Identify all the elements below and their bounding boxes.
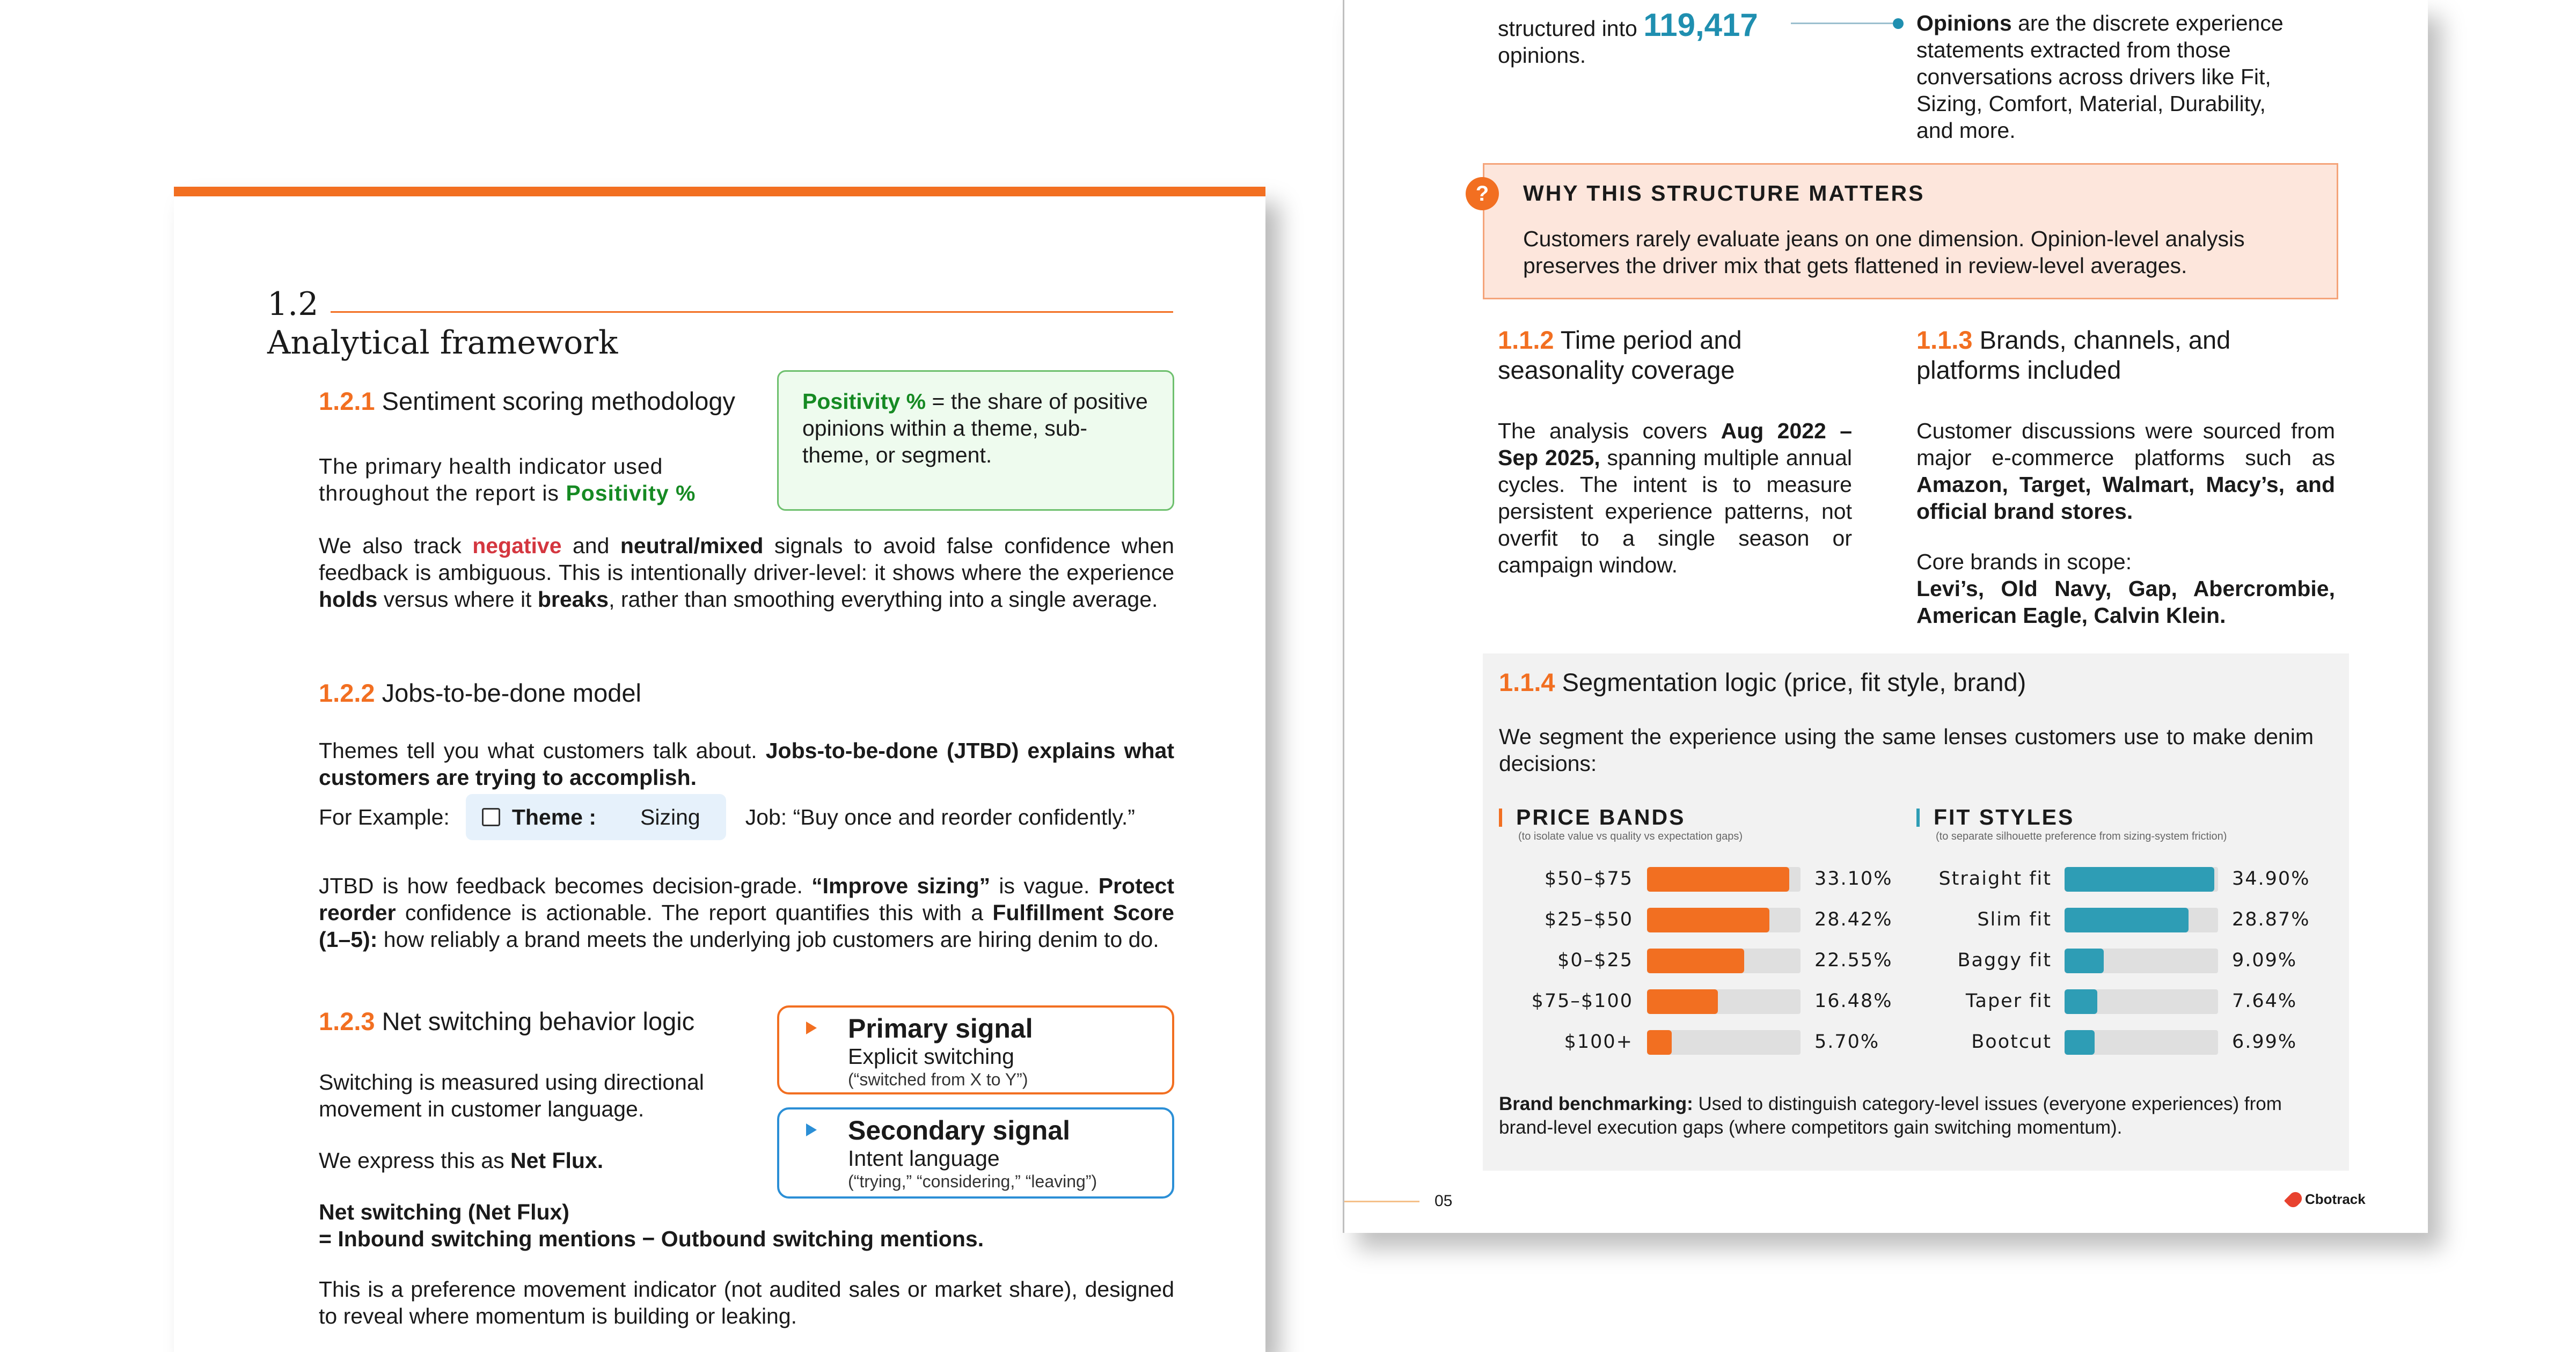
bar-label: $50–$75 xyxy=(1544,868,1633,890)
accent-bar xyxy=(1499,809,1502,827)
bar-label: $25–$50 xyxy=(1544,909,1633,930)
bar-value: 6.99% xyxy=(2232,1031,2297,1053)
sentiment-intro: The primary health indicator used throughout the report is Positivity % xyxy=(319,454,696,505)
heading-1-2-1: 1.2.1 Sentiment scoring methodology xyxy=(319,387,735,415)
example-label: For Example: xyxy=(319,804,450,829)
bar-value: 22.55% xyxy=(1814,950,1893,971)
right-page xyxy=(1343,0,2428,1233)
sentiment-paragraph: We also track negative and neutral/mixed signals to avoid false confidence when feedback is ambiguous. This is intentionally driver-level: it shows where the experience holds versus where it breaks, rather than smoothing everything into a single average. xyxy=(319,533,1174,612)
jtbd-paragraph-1: Themes tell you what customers talk about. Jobs-to-be-done (JTBD) explains what customers are trying to accomplish. xyxy=(319,738,1174,790)
net-flux-formula: Net switching (Net Flux) = Inbound switching mentions − Outbound switching mentions. xyxy=(319,1200,984,1251)
switching-paragraph-2: We express this as Net Flux. xyxy=(319,1148,604,1173)
logo-icon xyxy=(2284,1189,2304,1209)
bar-value: 33.10% xyxy=(1814,868,1893,890)
example-row xyxy=(319,794,1135,840)
section-title: Analytical framework xyxy=(267,324,618,362)
bar xyxy=(2065,989,2097,1014)
section-number: 1.2 xyxy=(267,285,319,323)
connector-line xyxy=(1791,23,1893,24)
footer-logo: Cbotrack xyxy=(2288,1191,2366,1208)
bar xyxy=(2065,1030,2095,1055)
brand-benchmarking-note: Brand benchmarking: Used to distinguish category-level issues (everyone experiences) from brand-level execution gaps (where competitors gain switching momentum). xyxy=(1499,1093,2282,1138)
bar-label: Baggy fit xyxy=(1957,950,2052,971)
positivity-definition-box: Positivity % = the share of positive opinions within a theme, sub-theme, or segment. xyxy=(777,370,1174,511)
bar xyxy=(1647,989,1718,1014)
connector-dot xyxy=(1893,18,1904,29)
bar xyxy=(1647,949,1744,973)
accent-bar xyxy=(1916,809,1920,827)
jtbd-paragraph-2: JTBD is how feedback becomes decision-grade. “Improve sizing” is vague. Protect reorder confidence is actionable. The report quantifies this with a Fulfillment Score (1–5): how reliably a brand meets the underlying job customers are hiring denim to do. xyxy=(319,873,1174,952)
segmentation-panel xyxy=(1483,653,2349,1171)
footer-line xyxy=(1344,1201,1419,1202)
heading-1-1-4: 1.1.4 Segmentation logic (price, fit style, brand) xyxy=(1499,668,2026,696)
bar xyxy=(1647,908,1769,932)
primary-signal-box: Primary signal Explicit switching (“switched from X to Y”) xyxy=(777,1005,1174,1094)
bar-label: Bootcut xyxy=(1971,1031,2052,1053)
theme-chip xyxy=(466,794,726,840)
opinions-count-text: structured into 119,417 opinions. xyxy=(1498,7,1758,68)
section-rule xyxy=(331,311,1173,313)
heading-1-1-3: 1.1.3 Brands, channels, and platforms included xyxy=(1916,326,2231,384)
segmentation-intro: We segment the experience using the same lenses customers use to make denim decisions: xyxy=(1499,724,2314,776)
heading-1-1-2: 1.1.2 Time period and seasonality coverage xyxy=(1498,326,1742,384)
opinions-definition: Opinions are the discrete experience statements extracted from those conversations across drivers like Fit, Sizing, Comfort, Material, Durability, and more. xyxy=(1916,11,2284,143)
bar-label: Taper fit xyxy=(1965,990,2052,1012)
channels-paragraph: Customer discussions were sourced from major e-commerce platforms such as Amazon, Target, Walmart, Macy’s, and official brand stores. xyxy=(1916,418,2335,524)
theme-checkbox[interactable] xyxy=(482,808,500,826)
bar xyxy=(2065,867,2214,892)
bar xyxy=(2065,949,2104,973)
play-icon xyxy=(806,1123,817,1136)
page-number: 05 xyxy=(1435,1192,1453,1210)
secondary-signal-box: Secondary signal Intent language (“trying,” “considering,” “leaving”) xyxy=(777,1107,1174,1199)
play-icon xyxy=(806,1022,817,1034)
bar-value: 28.42% xyxy=(1814,909,1893,930)
bar-label: $75–$100 xyxy=(1531,990,1633,1012)
bar-value: 9.09% xyxy=(2232,950,2297,971)
bar xyxy=(2065,908,2189,932)
switching-paragraph-3: This is a preference movement indicator (not audited sales or market share), designed to reveal where momentum is building or leaking. xyxy=(319,1277,1174,1328)
core-brands: Core brands in scope: Levi’s, Old Navy, Gap, Abercrombie, American Eagle, Calvin Klein. xyxy=(1916,549,2335,628)
opinions-count: 119,417 xyxy=(1643,7,1758,43)
bar xyxy=(1647,1030,1672,1055)
theme-label: Theme : xyxy=(511,804,597,829)
theme-value: Sizing xyxy=(640,804,700,829)
question-icon: ? xyxy=(1466,177,1499,210)
heading-1-2-3: 1.2.3 Net switching behavior logic xyxy=(319,1007,695,1035)
price-bands-subtitle: (to isolate value vs quality vs expectation gaps) xyxy=(1518,831,1743,842)
fit-styles-subtitle: (to separate silhouette preference from sizing-system friction) xyxy=(1936,831,2227,842)
bar-value: 34.90% xyxy=(2232,868,2310,890)
left-page xyxy=(174,187,1265,1352)
time-period-paragraph: The analysis covers Aug 2022 – Sep 2025, spanning multiple annual cycles. The intent is to measure persistent experience patterns, not overfit to a single season or campaign window. xyxy=(1498,418,1852,577)
bar-label: Slim fit xyxy=(1977,909,2052,930)
bar-value: 5.70% xyxy=(1814,1031,1880,1053)
fit-styles-title: FIT STYLES xyxy=(1916,805,2074,830)
bar-label: $0–$25 xyxy=(1557,950,1633,971)
bar-value: 16.48% xyxy=(1814,990,1893,1012)
bar-value: 28.87% xyxy=(2232,909,2310,930)
why-structure-box: WHY THIS STRUCTURE MATTERS Customers rarely evaluate jeans on one dimension. Opinion-level analysis preserves the driver mix that gets flattened in review-level averages. xyxy=(1483,163,2338,299)
price-bands-title: PRICE BANDS xyxy=(1499,805,1685,830)
job-text: Job: “Buy once and reorder confidently.” xyxy=(745,804,1135,829)
bar-label: Straight fit xyxy=(1938,868,2052,890)
heading-1-2-2: 1.2.2 Jobs-to-be-done model xyxy=(319,679,641,707)
switching-paragraph-1: Switching is measured using directional movement in customer language. xyxy=(319,1070,704,1121)
bar-value: 7.64% xyxy=(2232,990,2297,1012)
bar xyxy=(1647,867,1789,892)
bar-label: $100+ xyxy=(1564,1031,1633,1053)
